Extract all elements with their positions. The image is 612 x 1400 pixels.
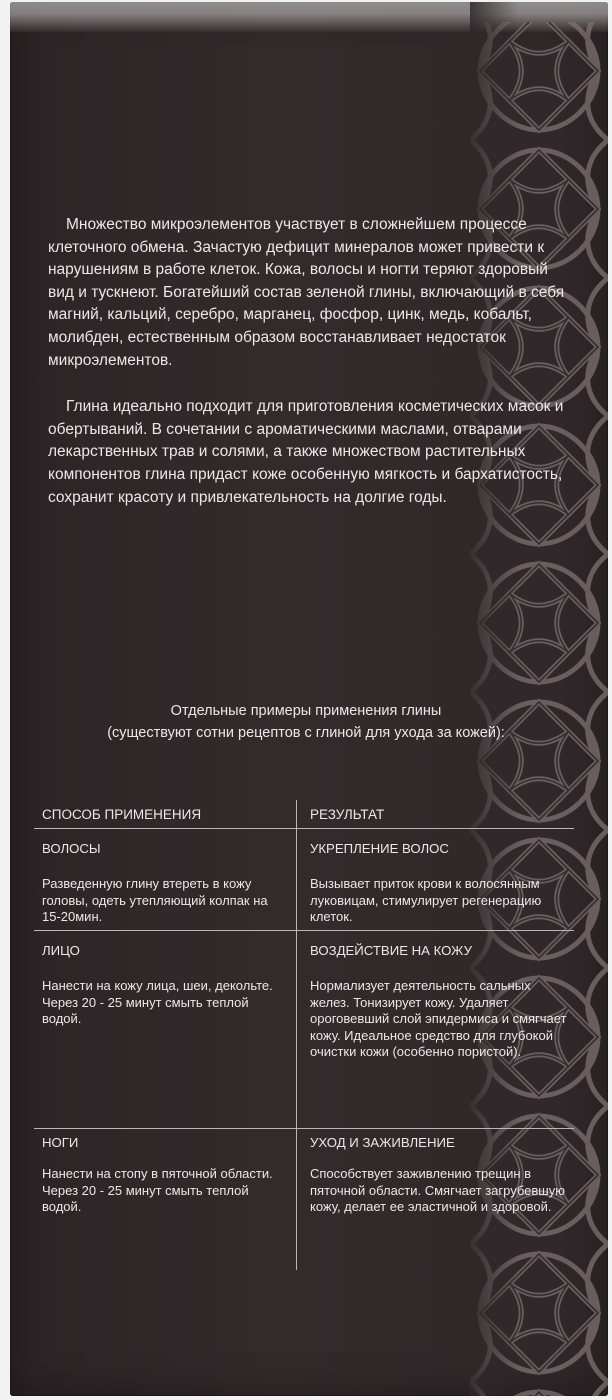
row-area-legs: НОГИ bbox=[42, 1135, 79, 1150]
examples-heading-line-2: (существуют сотни рецептов с глиной для ухода за кожей): bbox=[107, 725, 505, 741]
row-result-face: ВОЗДЕЙСТВИЕ НА КОЖУ bbox=[310, 943, 472, 958]
usage-table bbox=[34, 800, 574, 1270]
row-area-face: ЛИЦО bbox=[42, 943, 80, 958]
table-header-divider bbox=[34, 828, 574, 829]
row-method-legs: Нанести на стопу в пяточной области. Через 20 - 25 минут смыть теплой водой. bbox=[42, 1166, 273, 1214]
row-area-hair: ВОЛОСЫ bbox=[42, 841, 101, 856]
table-header-result: РЕЗУЛЬТАТ bbox=[310, 807, 385, 822]
row-method-hair: Разведенную глину втереть в кожу головы, одеть утепляющий колпак на 15-20мин. bbox=[42, 876, 268, 924]
row-effect-legs: Способствует заживлению трещин в пяточной области. Смягчает загрубевшую кожу, делает ее эластичной и здоровой. bbox=[310, 1166, 565, 1214]
table-row-divider bbox=[34, 1128, 574, 1129]
product-box-side bbox=[10, 2, 608, 1396]
row-result-hair: УКРЕПЛЕНИЕ ВОЛОС bbox=[310, 841, 449, 856]
examples-heading-line-1: Отдельные примеры применения глины bbox=[170, 703, 442, 719]
row-effect-face: Нормализует деятельность сальных желез. Тонизирует кожу. Удаляет ороговевший слой эпидермиса и смягчает кожу. Идеальное средство для глубокой очистки кожи (особенно пористой). bbox=[310, 978, 567, 1059]
table-row-divider bbox=[34, 930, 574, 931]
intro-paragraph-1: Множество микроэлементов участвует в сложнейшем процессе клеточного обмена. Зачастую дефицит минералов может привести к нарушениям в работе клеток. Кожа, волосы и ногти теряют здоровый вид и тускнеют. Богатейший состав зеленой глины, включающий в себя магний, кальций, серебро, марганец, фосфор, цинк, медь, кобальт, молибден, естественным образом восстанавливает недостаток микроэлементов. bbox=[48, 216, 565, 369]
row-method-face: Нанести на кожу лица, шеи, декольте. Через 20 - 25 минут смыть теплой водой. bbox=[42, 978, 273, 1026]
intro-text bbox=[48, 214, 568, 533]
row-result-legs: УХОД И ЗАЖИВЛЕНИЕ bbox=[310, 1135, 455, 1150]
table-column-divider bbox=[296, 800, 297, 1270]
table-header-method: СПОСОБ ПРИМЕНЕНИЯ bbox=[42, 807, 202, 822]
intro-paragraph-2: Глина идеально подходит для приготовления косметических масок и обертываний. В сочетании с ароматическими маслами, отварами лекарственных трав и солями, а также множеством растительных компонентов глина придаст коже особенную мягкость и бархатистость, сохранит красоту и привлекательность на долгие годы. bbox=[48, 398, 564, 506]
examples-heading bbox=[32, 700, 580, 744]
row-effect-hair: Вызывает приток крови к волосянным луковицам, стимулирует регенерацию клеток. bbox=[310, 876, 542, 924]
